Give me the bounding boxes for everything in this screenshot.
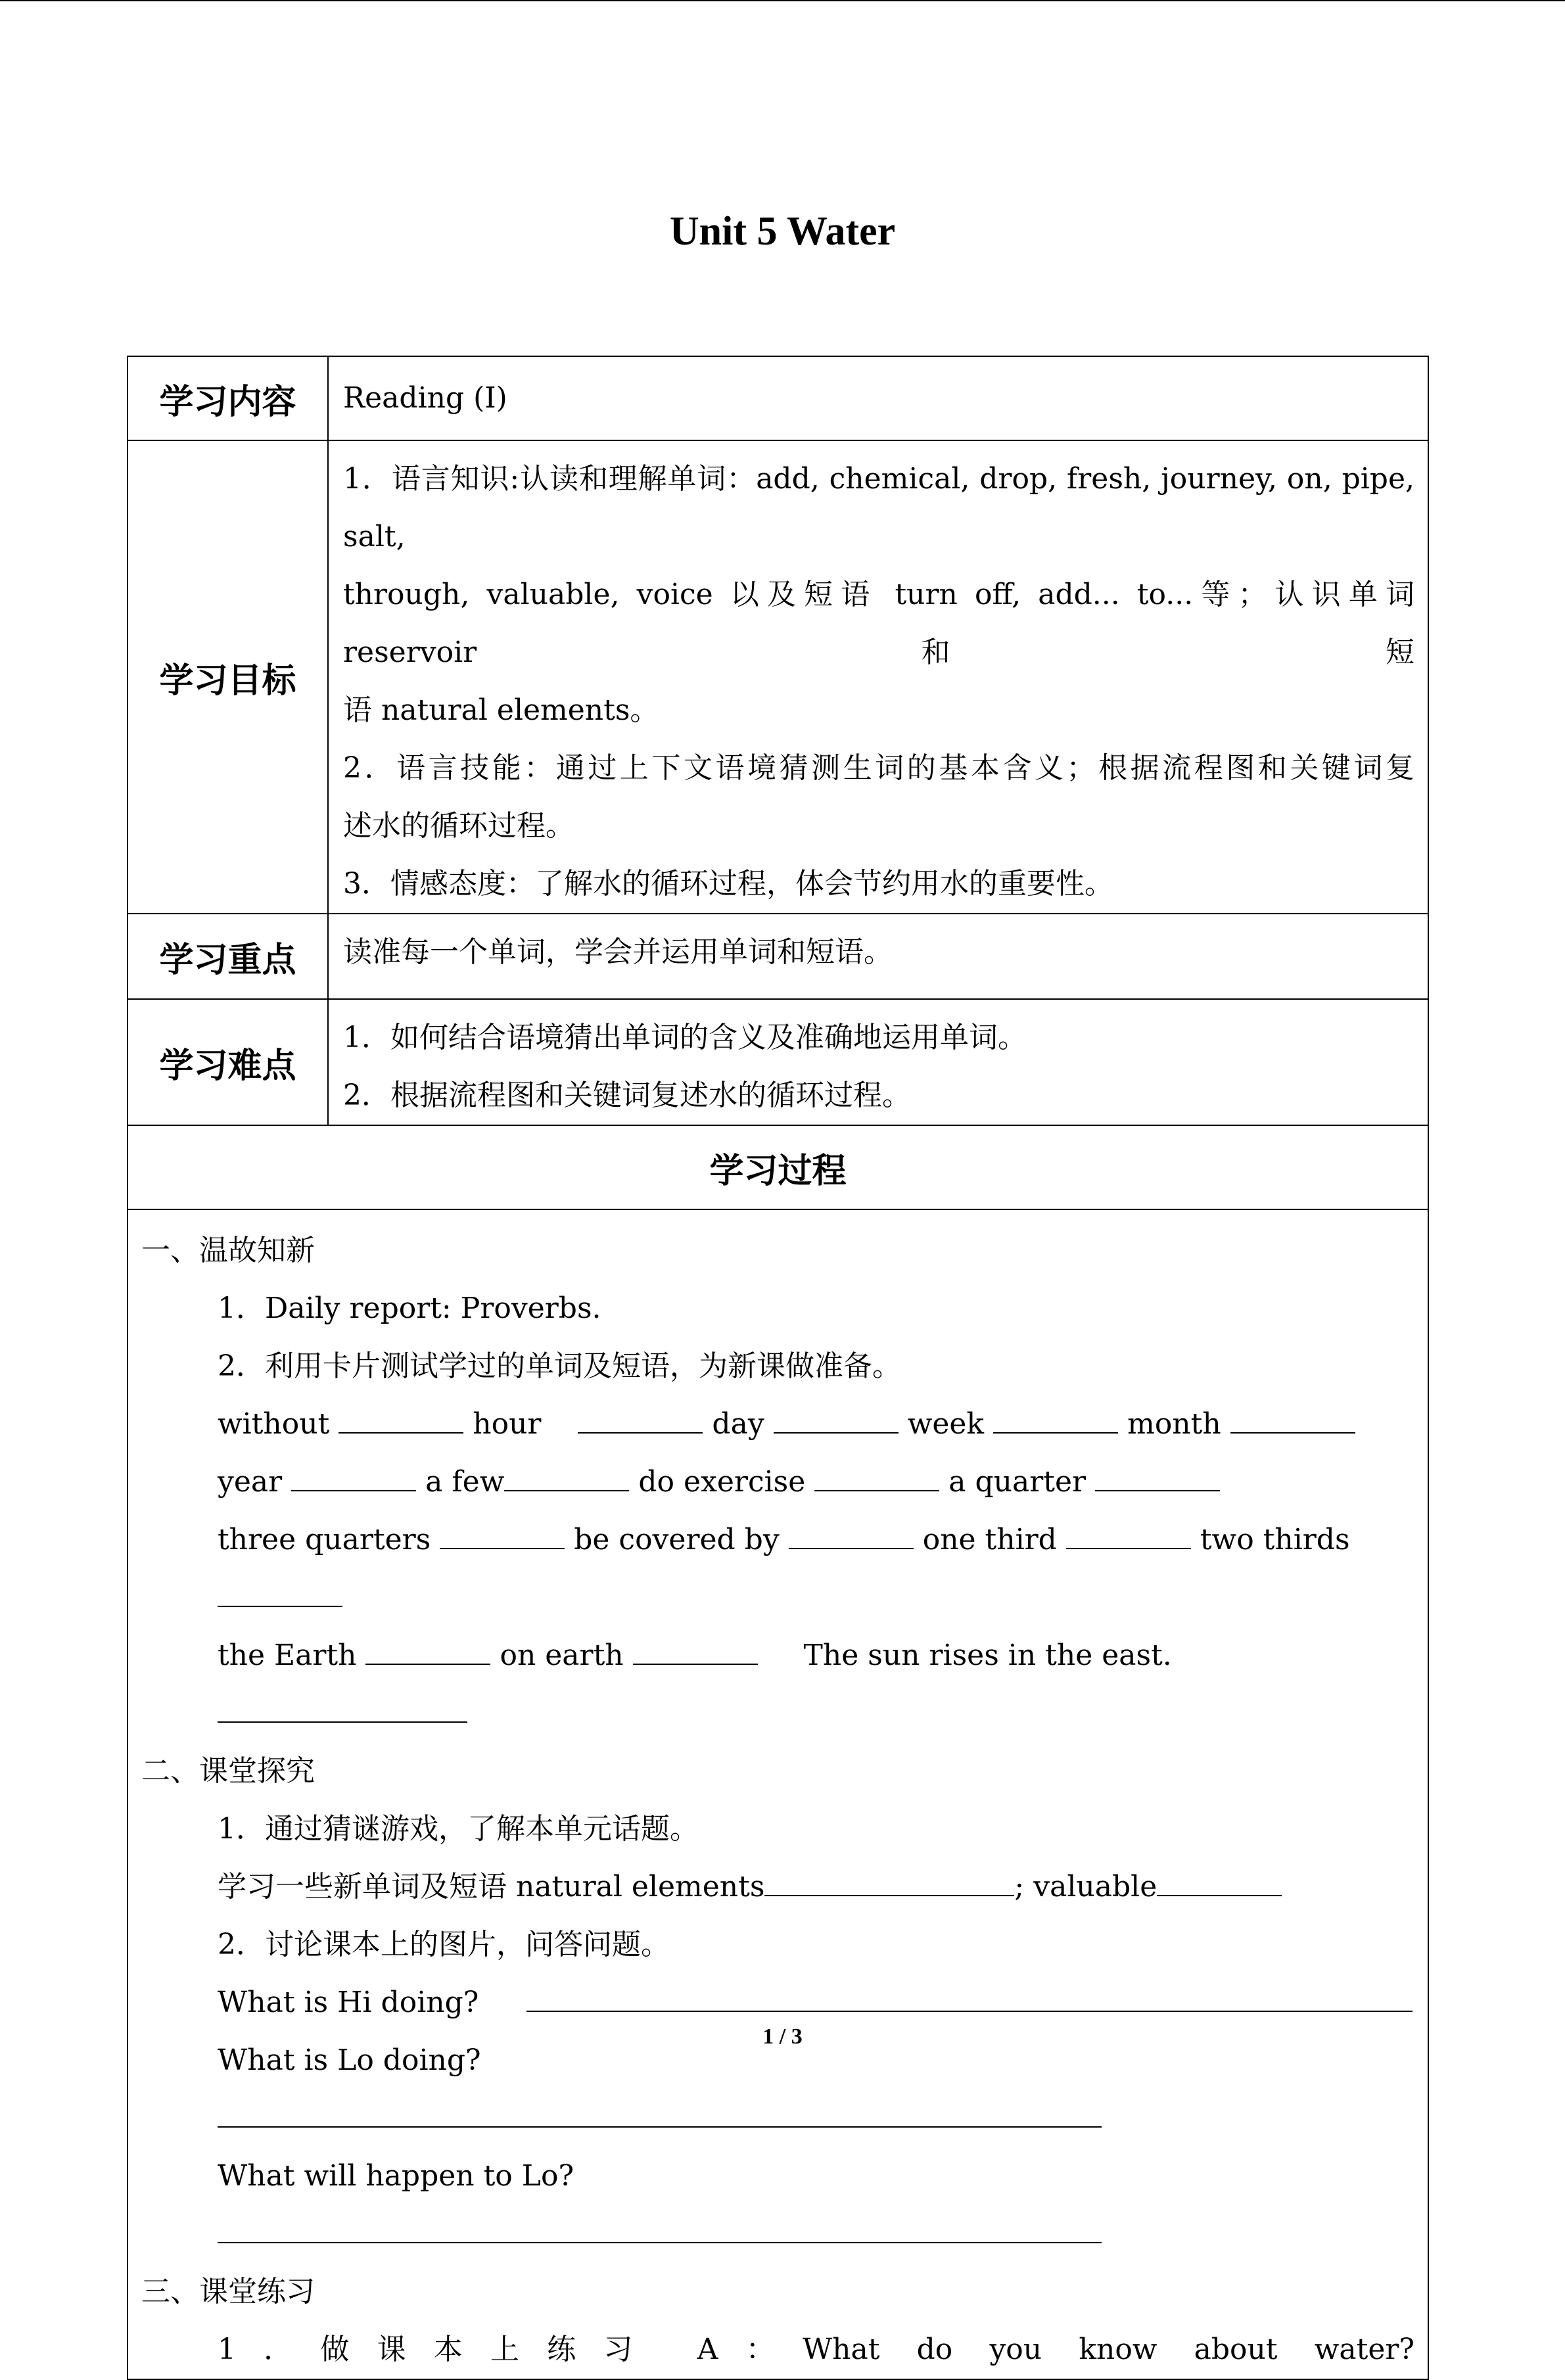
- label-key-points: 学习重点: [128, 914, 328, 999]
- section2-item1: 1．通过猜谜游戏，了解本单元话题。: [218, 1812, 699, 1846]
- word-the-earth: the Earth: [218, 1639, 357, 1672]
- blank-do-exercise[interactable]: [814, 1456, 939, 1491]
- blank-the-earth[interactable]: [365, 1629, 490, 1665]
- section2-title: 二、课堂探究: [141, 1754, 315, 1788]
- question-2: What is Lo doing?: [218, 2043, 481, 2077]
- section3-title: 三、课堂练习: [141, 2275, 315, 2308]
- word-on-earth: on earth: [500, 1639, 624, 1672]
- content-text: [328, 356, 1428, 440]
- word-one-third: one third: [922, 1523, 1057, 1556]
- top-border-line: [0, 0, 1565, 1]
- word-hour: hour: [473, 1407, 542, 1441]
- blank-year[interactable]: [291, 1456, 416, 1491]
- vocab-line-4: [218, 1627, 1414, 1742]
- blank-month[interactable]: [1230, 1398, 1355, 1434]
- page-number: 1 / 3: [762, 2024, 803, 2049]
- blank-week[interactable]: [993, 1398, 1118, 1434]
- blank-day[interactable]: [774, 1398, 899, 1434]
- word-day: day: [712, 1407, 764, 1441]
- word-three-quarters: three quarters: [218, 1523, 431, 1556]
- answer-3-line[interactable]: [218, 2208, 1102, 2243]
- goals-line-5: 述水的循环过程。: [343, 809, 574, 843]
- section1-title: 一、温故知新: [141, 1234, 315, 1267]
- goals-line-4: 2．语言技能：通过上下文语境猜测生词的基本含义；根据流程图和关键词复: [343, 751, 1414, 785]
- vocab-line-1: [218, 1395, 1414, 1453]
- blank-a-few[interactable]: [504, 1456, 629, 1491]
- key-points-text: [328, 914, 1428, 999]
- label-goals: 学习目标: [128, 440, 328, 914]
- row-process: [128, 1209, 1428, 2379]
- page-title: Unit 5 Water: [669, 209, 896, 254]
- section1-item1: 1．Daily report: Proverbs.: [218, 1292, 601, 1325]
- difficulties-text: [328, 999, 1428, 1125]
- section1-item2: 2．利用卡片测试学过的单词及短语，为新课做准备。: [218, 1349, 901, 1383]
- word-two-thirds: two thirds: [1200, 1523, 1350, 1556]
- label-content: 学习内容: [128, 356, 328, 440]
- difficulties-line-2: 2．根据流程图和关键词复述水的循环过程。: [343, 1079, 911, 1112]
- word-do-exercise: do exercise: [638, 1465, 806, 1499]
- question-3: What will happen to Lo?: [218, 2159, 574, 2193]
- learn-prefix: 学习一些新单词及短语 natural elements: [218, 1870, 765, 1903]
- goals-line-6: 3．情感态度：了解水的循环过程，体会节约用水的重要性。: [343, 867, 1113, 900]
- process-body: [128, 1209, 1428, 2379]
- row-content: [128, 356, 1428, 440]
- blank-valuable[interactable]: [1157, 1861, 1282, 1896]
- word-be-covered-by: be covered by: [574, 1523, 780, 1556]
- blank-three-quarters[interactable]: [440, 1514, 565, 1549]
- process-heading: 学习过程: [128, 1125, 1428, 1209]
- vocab-line-3: [218, 1511, 1414, 1627]
- section2-item2: 2．讨论课本上的图片，问答问题。: [218, 1928, 670, 1961]
- word-year: year: [218, 1465, 283, 1499]
- row-difficulties: [128, 999, 1428, 1125]
- word-month: month: [1127, 1407, 1221, 1441]
- row-key-points: [128, 914, 1428, 999]
- blank-be-covered-by[interactable]: [789, 1514, 914, 1549]
- label-difficulties: 学习难点: [128, 999, 328, 1125]
- blank-two-thirds[interactable]: [218, 1572, 342, 1607]
- word-a-few: a few: [425, 1465, 505, 1499]
- difficulties-line-1: 1．如何结合语境猜出单词的含义及准确地运用单词。: [343, 1021, 1027, 1054]
- question-1-line: [218, 1974, 1414, 2032]
- content-value: Reading (I): [343, 381, 507, 415]
- row-goals: [128, 440, 1428, 914]
- key-points-value: 读准每一个单词，学会并运用单词和短语。: [343, 935, 893, 969]
- word-sun-rises: The sun rises in the east.: [803, 1639, 1172, 1672]
- blank-a-quarter[interactable]: [1095, 1456, 1220, 1491]
- blank-on-earth[interactable]: [633, 1629, 758, 1665]
- row-process-heading: [128, 1125, 1428, 1209]
- section3-item1: 1．做课本上练习 A：What do you know about water?: [218, 2333, 1414, 2366]
- blank-sun-rises[interactable]: [218, 1687, 467, 1723]
- word-without: without: [218, 1407, 330, 1441]
- blank-one-third[interactable]: [1066, 1514, 1191, 1549]
- lesson-plan-table: [127, 356, 1429, 2380]
- learn-valuable: ; valuable: [1014, 1870, 1157, 1903]
- question-3-line: [218, 2147, 1414, 2263]
- answer-1-line[interactable]: [526, 1976, 1413, 2012]
- vocab-line-2: [218, 1453, 1414, 1511]
- goals-line-1: 1．语言知识:认读和理解单词：add, chemical, drop, fresh, journey, on, pipe, salt,: [343, 462, 1414, 553]
- word-week: week: [907, 1407, 985, 1441]
- answer-2-line[interactable]: [218, 2092, 1102, 2128]
- blank-without[interactable]: [339, 1398, 463, 1434]
- word-a-quarter: a quarter: [948, 1465, 1086, 1499]
- section2-learn-line: [218, 1858, 1414, 1916]
- goals-text: [328, 440, 1428, 914]
- goals-line-2: through, valuable, voice 以及短语 turn off, add... to...等；认识单词 reservoir 和短: [343, 578, 1414, 669]
- blank-natural-elements[interactable]: [764, 1861, 1014, 1896]
- goals-line-3: 语 natural elements。: [343, 693, 659, 727]
- question-1: What is Hi doing?: [218, 1986, 479, 2019]
- blank-hour[interactable]: [578, 1398, 703, 1434]
